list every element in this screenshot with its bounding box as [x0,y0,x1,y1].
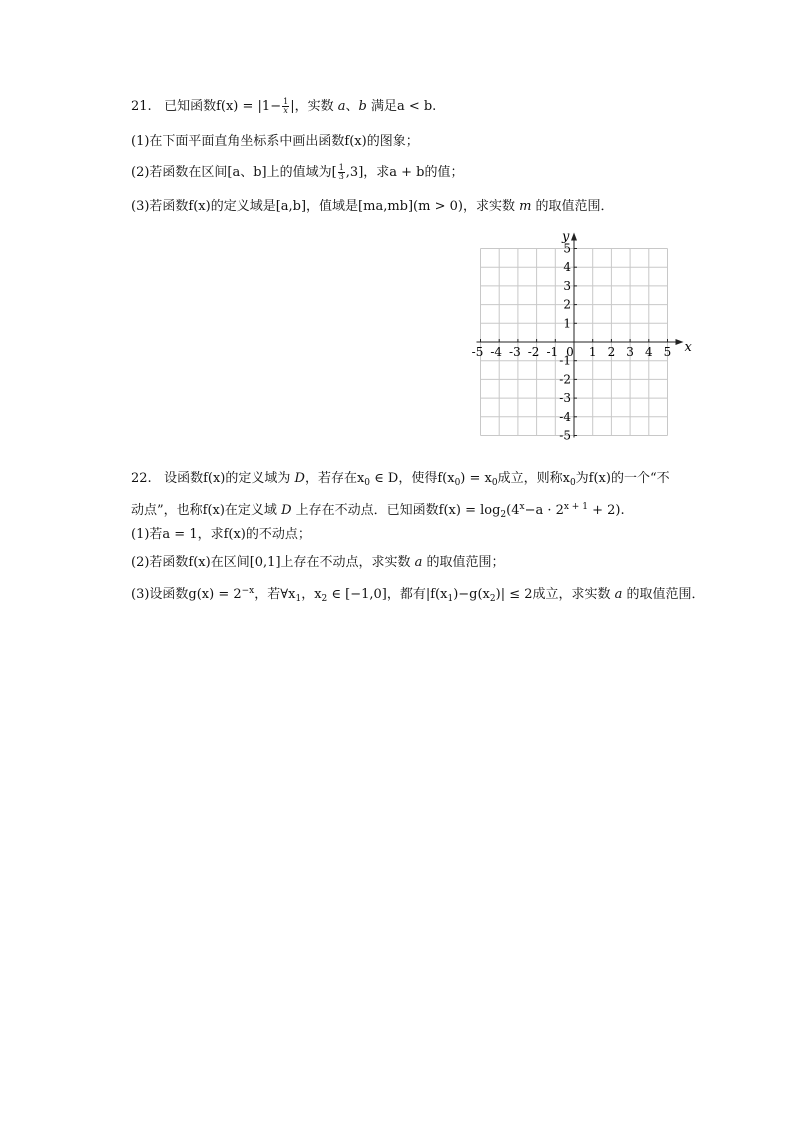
q22-l1-sub2: 0 [491,478,498,488]
q22-line2 [131,498,625,524]
x-tick-label: -3 [509,345,521,359]
q22-part2 [131,554,505,572]
q21-sep: 、 [345,99,359,114]
q21-intro-c: 满足a < b. [366,99,437,114]
q22-l1-sub3: 0 [569,478,576,488]
q22-part3-b: ，若∀x [254,587,296,602]
q21-part3 [131,198,614,216]
y-tick-label: 4 [563,260,571,275]
q22-l2-d: −a · 2 [524,503,564,518]
q21-intro-b: |，实数 [290,99,338,114]
q22-l1-sub0: 0 [364,478,371,488]
q21-fraction [282,98,289,115]
x-tick-label: 4 [644,345,653,359]
q21-intro-a: 已知函数f(x) = |1− [164,99,282,114]
q22-l2-D: D [281,503,292,518]
y-tick-label: -5 [559,428,571,443]
q22-part1 [131,526,311,544]
q21-part2-frac-den: 3 [338,172,344,181]
y-axis-label: y [562,229,570,245]
q22-l2-sub: 2 [500,510,507,520]
q21-part2-a: (2)若函数在区间[a、b]上的值域为[ [131,165,337,180]
coordinate-grid [470,222,700,444]
q22-part3-s2: 2 [321,594,328,604]
q22-number: 22. [131,471,152,486]
q22-l1-b: ，若存在x [304,471,365,486]
q22-part3-a: (3)设函数g(x) = 2 [131,587,242,602]
q22-l1-e: 成立，则称x [497,471,570,486]
q21-part3-a: (3)若函数f(x)的定义域是[a,b]，值域是[ma,mb](m > 0)，求实数 [131,199,520,214]
q22-l2-sup1: x [519,502,525,512]
q22-part3-var: a [614,587,623,602]
x-tick-label: -5 [471,345,484,359]
q22-part3-d: ∈ [−1,0]，都有|f(x [327,587,448,602]
q21-frac-den: x [283,106,288,115]
q21-part3-m: m [519,199,532,214]
y-tick-label: 5 [563,241,571,256]
q22-l1-a: 设函数f(x)的定义域为 [164,471,295,486]
q22-part2-a: (2)若函数f(x)在区间[0,1]上存在不动点，求实数 [131,555,415,570]
y-tick-label: -2 [559,372,571,387]
q21-part1 [131,133,419,151]
q22-line1 [131,470,670,492]
q21-part3-b: 的取值范围． [531,199,614,214]
q22-l1-d: ) = x [460,471,492,486]
q22-part3-e: )−g(x [453,587,490,602]
q22-l1-D: D [294,471,305,486]
q21-part2-fraction [338,164,345,181]
y-tick-label: 3 [563,278,571,293]
q21-part2-b: ,3]，求a + b的值； [345,165,464,180]
q22-part3 [131,582,705,608]
y-tick-label: 1 [563,316,571,331]
x-tick-label: 5 [663,345,672,359]
q22-part2-b: 的取值范围； [422,555,505,570]
q22-l1-f: 为f(x)的一个“不 [575,471,670,486]
q21-title-line [131,98,436,116]
q22-part3-f: )| ≤ 2成立，求实数 [495,587,615,602]
q21-number: 21. [131,99,152,114]
q22-l1-sub1: 0 [454,478,461,488]
x-tick-label: 1 [588,345,597,359]
q21-part2 [131,164,464,182]
x-tick-label: 3 [626,345,634,359]
q22-part3-s3: 1 [447,594,454,604]
q22-part3-s1: 1 [295,594,302,604]
q21-var-b: b [358,99,367,114]
q22-part1-text: (1)若a = 1，求f(x)的不动点； [131,527,311,542]
y-tick-label: 2 [563,297,571,312]
q21-var-a: a [337,99,346,114]
q21-frac-num: 1 [283,97,289,106]
q21-part2-frac-num: 1 [338,163,344,172]
q22-l2-b: 上存在不动点．已知函数f(x) = log [291,503,501,518]
y-tick-label: -3 [559,391,571,406]
q22-l2-sup2: x + 1 [563,502,588,512]
axes [477,233,684,438]
q22-part2-var: a [414,555,423,570]
q22-part3-g: 的取值范围． [622,587,705,602]
x-axis-arrow [676,339,684,345]
x-tick-label: -2 [527,345,540,359]
y-tick-label: -1 [559,353,571,368]
x-axis-label: x [684,340,692,355]
q22-l2-c: (4 [506,503,520,518]
y-axis-arrow [571,233,577,241]
q22-part3-s4: 2 [489,594,496,604]
x-tick-label: -4 [490,345,503,359]
q21-part1-text: (1)在下面平面直角坐标系中画出函数f(x)的图象； [131,134,419,149]
q22-part3-c: ，x [301,587,322,602]
q22-part3-sup: −x [241,586,255,596]
x-tick-label: 2 [607,345,616,359]
origin-label: 0 [566,345,574,359]
q22-l2-a: 动点”，也称f(x)在定义域 [131,503,282,518]
q22-l1-c: ∈ D，使得f(x [370,471,455,486]
x-tick-label: -1 [546,345,559,359]
q22-l2-e: + 2). [587,503,625,518]
y-tick-label: -4 [559,409,571,424]
